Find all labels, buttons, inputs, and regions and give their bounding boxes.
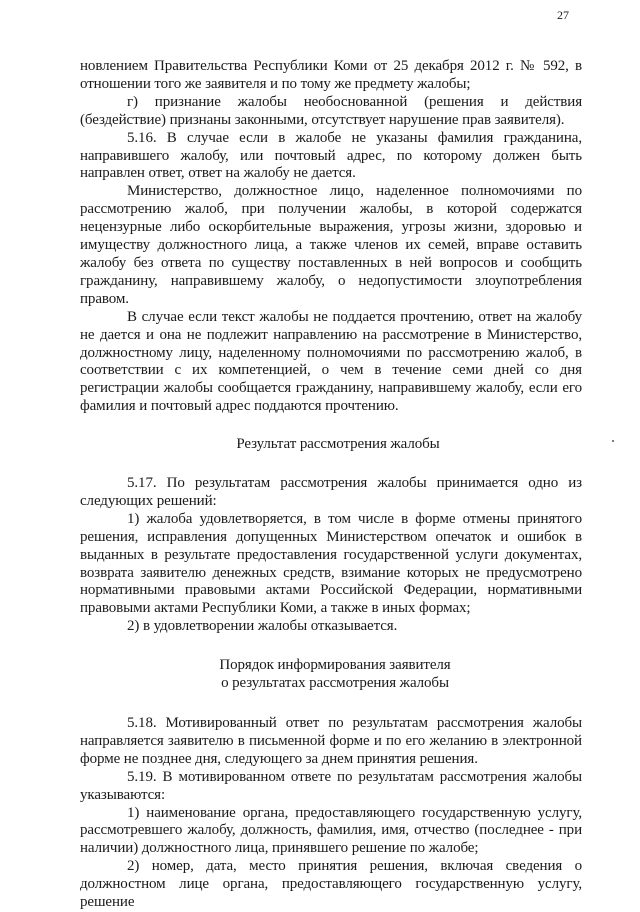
paragraph-5-18: 5.18. Мотивированный ответ по результатам рассмотрения жалобы направляется заявителю в письменной форме и по его желанию в электронной форме не позднее дня, следующего за днем принятия решения. [80,715,582,767]
paragraph-5-19: 5.19. В мотивированном ответе по результатам рассмотрения жалобы указываются: [80,768,582,803]
section-heading-informing [80,657,582,693]
paragraph-continuation: новлением Правительства Республики Коми от 25 декабря 2012 г. № 592, в отношении того же заявителя и по тому же предмету жалобы; [80,58,582,92]
paragraph-decision-1: 1) жалоба удовлетворяется, в том числе в форме отмены принятого решения, исправления допущенных Министерством опечаток и ошибок в выданных в результате предоставления государственной услуги документах, возврата заявителю денежных средств, взимание которых не предусмотрено нормативными правовыми актами Российской Федерации, нормативными правовыми актами Республики Коми, а также в иных формах; [80,510,582,617]
paragraph-ministry-rights: Министерство, должностное лицо, наделенное полномочиями по рассмотрению жалоб, при получении жалобы, в которой содержатся нецензурные либо оскорбительные выражения, угрозы жизни, здоровью и имуществу должностного лица, а также членов их семей, вправе оставить жалобу без ответа по существу поставленных в ней вопросов и сообщить гражданину, направившему жалобу, о недопустимости злоупотребления правом. [80,183,582,307]
paragraph-5-17: 5.17. По результатам рассмотрения жалобы принимается одно из следующих решений: [80,475,582,509]
paragraph-5-16: 5.16. В случае если в жалобе не указаны фамилия гражданина, направившего жалобу, или почтовый адрес, по которому должен быть направлен ответ, ответ на жалобу не дается. [80,129,582,182]
page-number: 27 [557,8,569,22]
document-body [80,58,582,912]
paragraph-answer-item-2: 2) номер, дата, место принятия решения, включая сведения о должностном лице органа, предоставляющего государственную услугу, решение [80,858,582,911]
paragraph-answer-item-1: 1) наименование органа, предоставляющего государственную услугу, рассмотревшего жалобу, должность, фамилия, имя, отчество (последнее - при наличии) должностного лица, принявшего решение по жалобе; [80,804,582,857]
paragraph-unreadable-text: В случае если текст жалобы не поддается прочтению, ответ на жалобу не дается и она не подлежит направлению на рассмотрение в Министерство, должностному лицу, наделенному полномочиями по рассмотрению жалоб, в соответствии с их компетенцией, о чем в течение семи дней со дня регистрации жалобы сообщается гражданину, направившему жалобу, если его фамилия и почтовый адрес поддаются прочтению. [80,308,582,415]
section-heading-informing-line2: о результатах рассмотрения жалобы [221,675,449,692]
paragraph-decision-2: 2) в удовлетворении жалобы отказывается. [127,618,398,635]
scan-speck [612,440,614,442]
section-heading-informing-line1: Порядок информирования заявителя [219,657,451,674]
section-heading-result: Результат рассмотрения жалобы [236,436,440,453]
paragraph-item-g: г) признание жалобы необоснованной (решения и действия (бездействие) признаны законными, отсутствует нарушение прав заявителя). [80,93,582,128]
